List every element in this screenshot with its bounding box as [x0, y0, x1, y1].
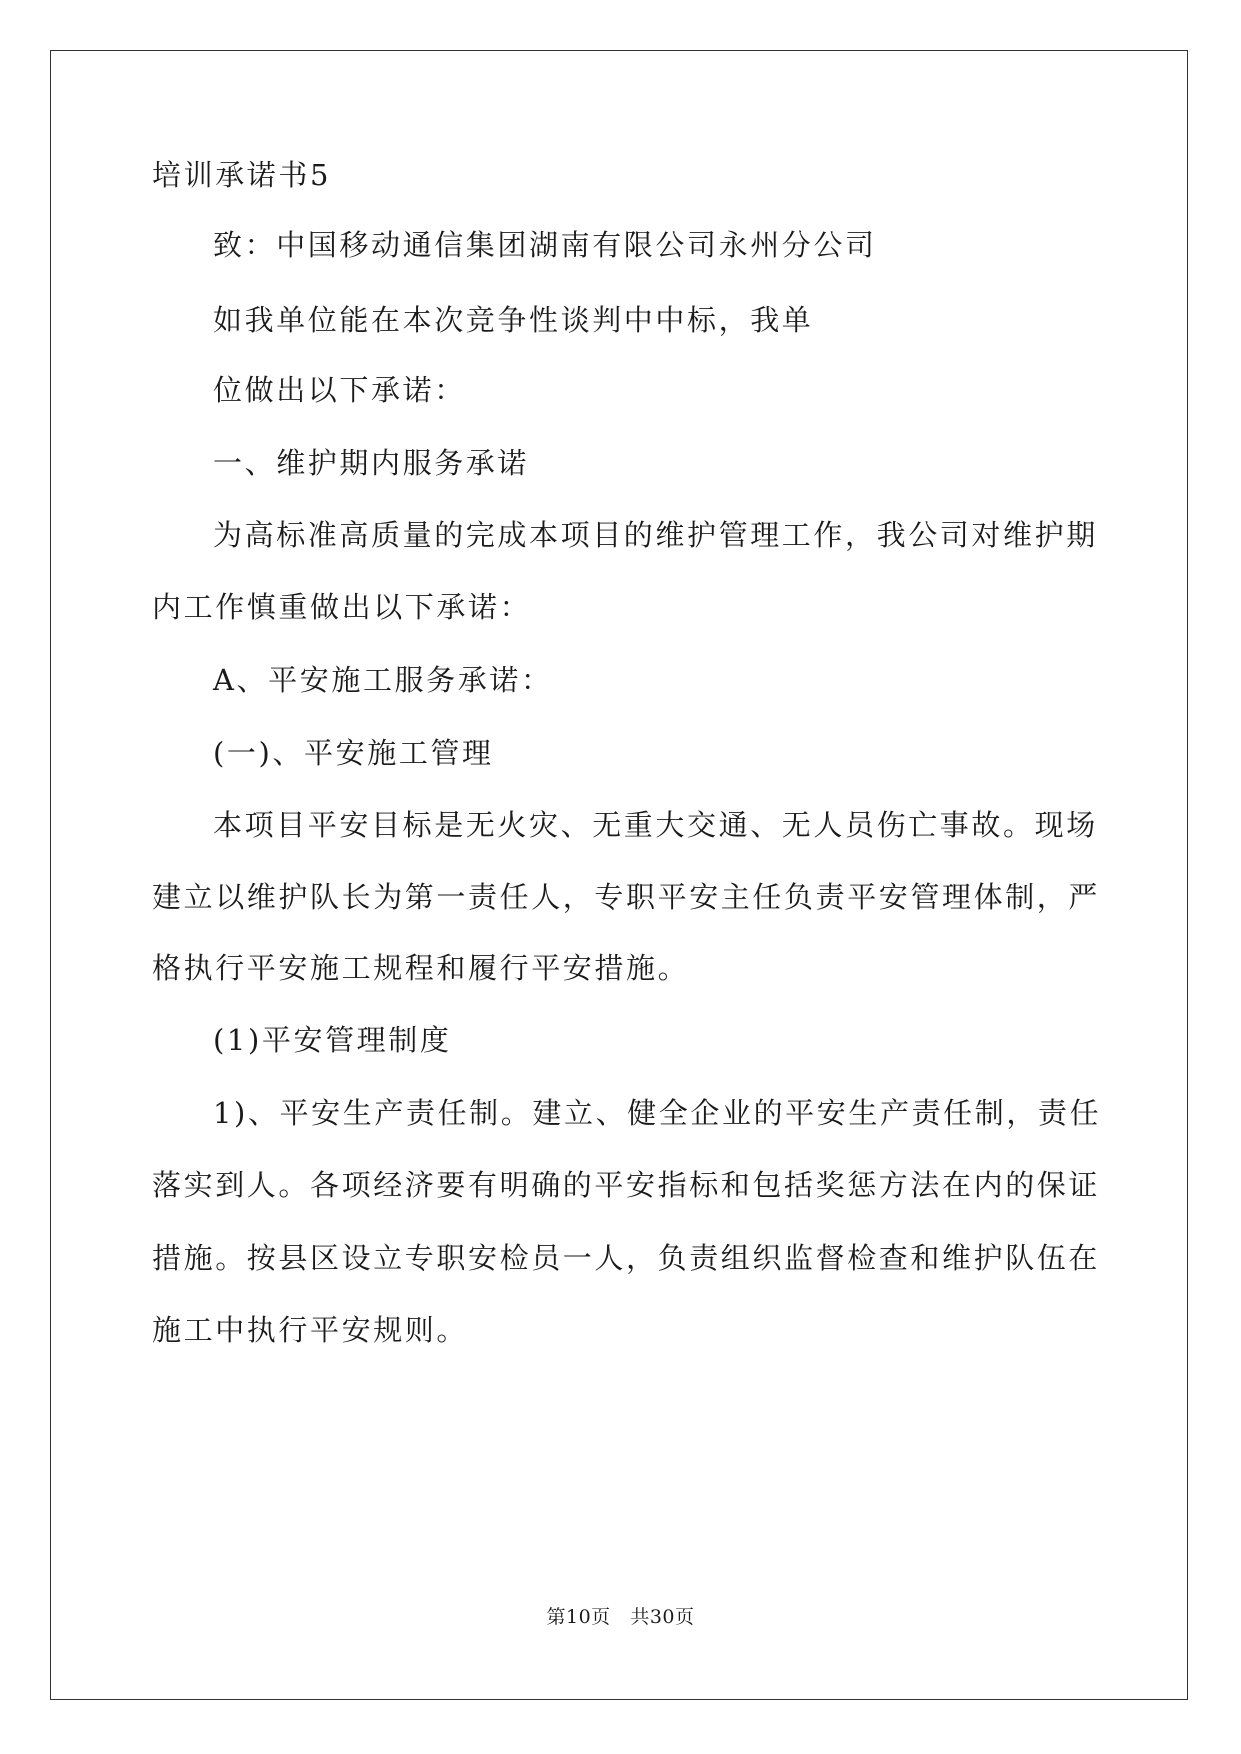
addressee-line: 致：中国移动通信集团湖南有限公司永州分公司 [213, 228, 877, 262]
paragraph-line: 施工中执行平安规则。 [152, 1313, 469, 1347]
paragraph-line: 如我单位能在本次竞争性谈判中中标，我单 [213, 303, 814, 337]
page-border [50, 50, 1188, 1700]
paragraph-line: 格执行平安施工规程和履行平安措施。 [152, 951, 690, 985]
paragraph-line: 内工作慎重做出以下承诺： [152, 590, 532, 624]
paragraph-line: 建立以维护队长为第一责任人，专职平安主任负责平安管理体制，严 [152, 880, 1101, 914]
page-footer [0, 1604, 1241, 1630]
document-title: 培训承诺书5 [152, 158, 332, 192]
paragraph-line: 落实到人。各项经济要有明确的平安指标和包括奖惩方法在内的保证 [152, 1168, 1101, 1202]
section-heading: 一、维护期内服务承诺 [213, 446, 530, 480]
subsection-heading: A、平安施工服务承诺： [213, 663, 553, 697]
paragraph-line: 1)、平安生产责任制。建立、健全企业的平安生产责任制，责任 [213, 1096, 1102, 1130]
page-total: 共30页 [630, 1606, 695, 1628]
paragraph-line: 本项目平安目标是无火灾、无重大交通、无人员伤亡事故。现场 [213, 808, 1098, 842]
paragraph-line: 为高标准高质量的完成本项目的维护管理工作，我公司对维护期 [213, 518, 1098, 552]
paragraph-line: 措施。按县区设立专职安检员一人，负责组织监督检查和维护队伍在 [152, 1241, 1101, 1275]
page-number: 第10页 [546, 1606, 611, 1628]
subsection-heading: (1)平安管理制度 [213, 1023, 452, 1057]
subsection-heading: (一)、平安施工管理 [213, 736, 494, 770]
paragraph-line: 位做出以下承诺： [213, 373, 466, 407]
